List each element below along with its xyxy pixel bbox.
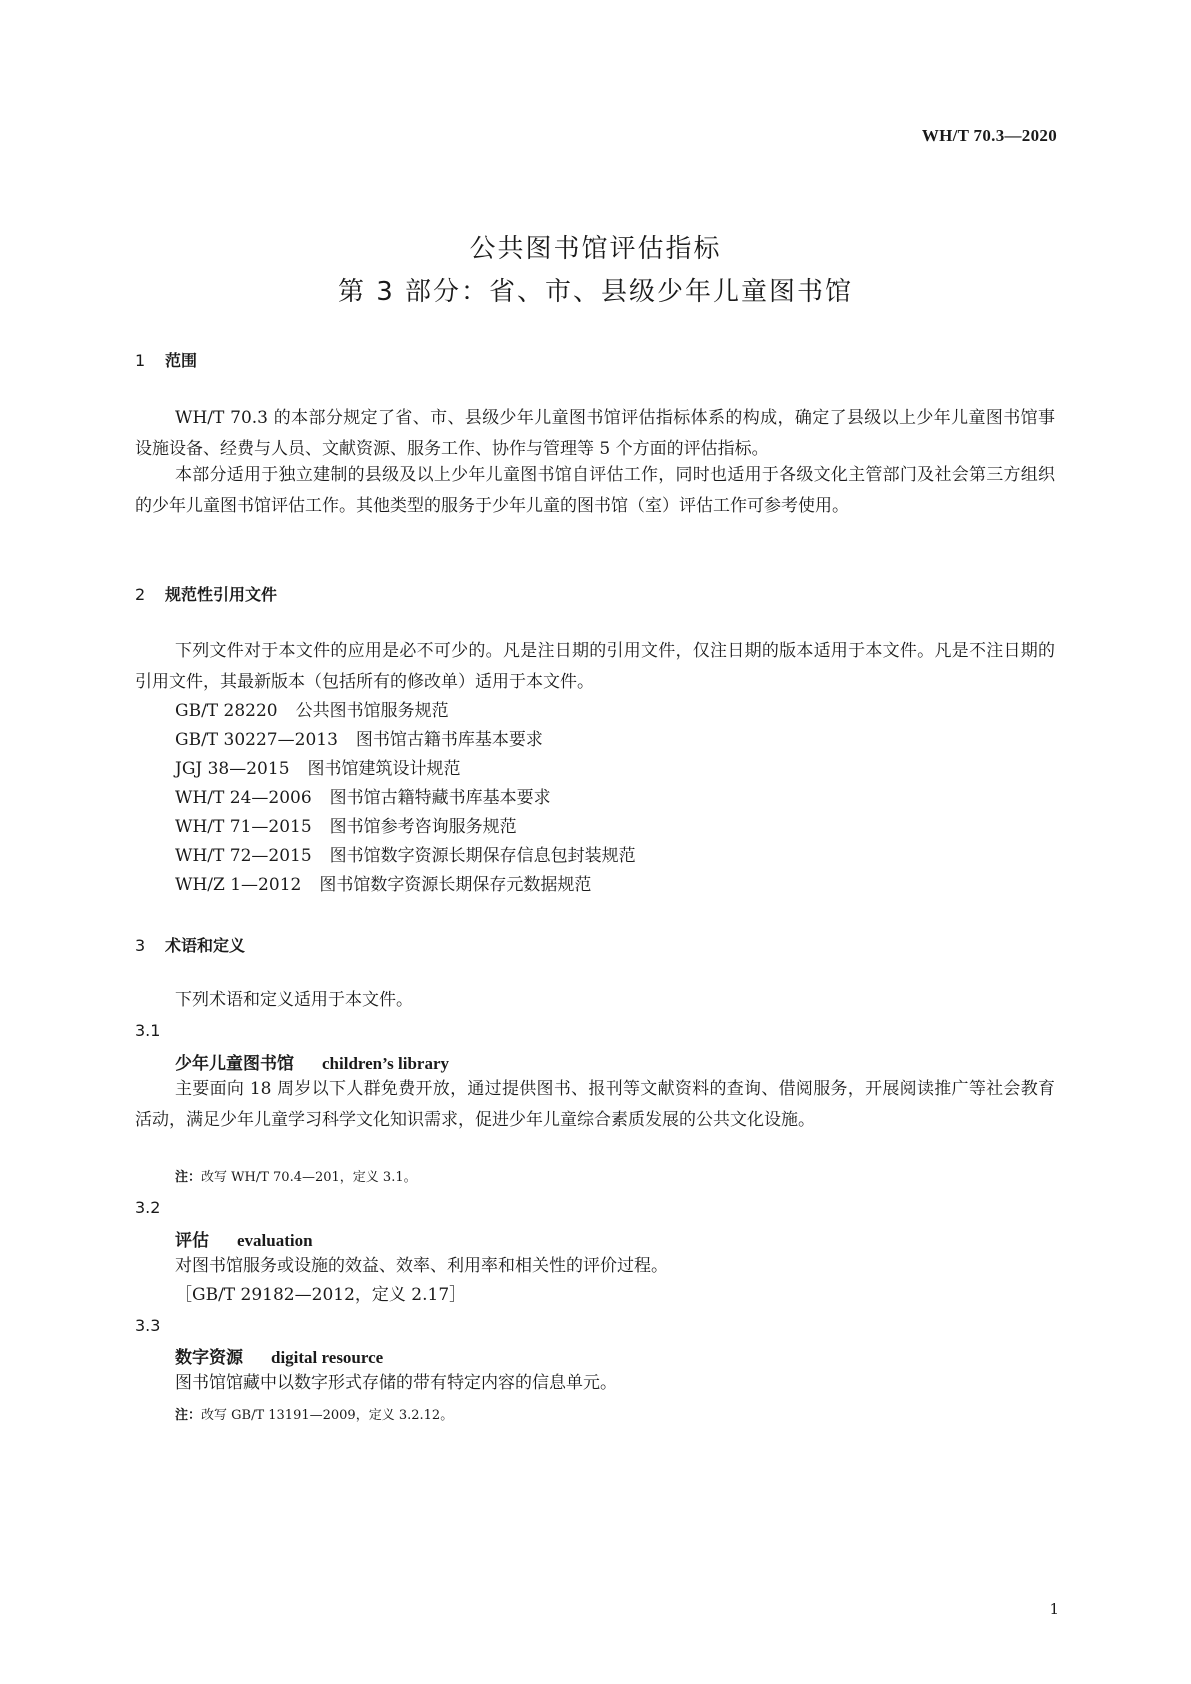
section-2-heading: [135, 582, 277, 605]
term-source: ［GB/T 29182—2012，定义 2.17］: [175, 1285, 467, 1305]
section-title: 规范性引用文件: [165, 585, 278, 604]
page-number: 1: [1049, 1600, 1059, 1618]
term-en: children’s library: [322, 1054, 450, 1073]
reference-code: WH/T 71—2015: [175, 817, 312, 837]
reference-item: [175, 816, 517, 838]
term-definition: 图书馆馆藏中以数字形式存储的带有特定内容的信息单元。: [175, 1373, 617, 1393]
reference-item: [175, 729, 543, 751]
section-title: 术语和定义: [165, 936, 246, 955]
term-en: digital resource: [271, 1348, 384, 1367]
reference-item: [175, 700, 449, 722]
term-heading: [175, 1049, 449, 1074]
reference-code: WH/Z 1—2012: [175, 875, 302, 895]
reference-title: 图书馆古籍特藏书库基本要求: [329, 788, 551, 808]
reference-title: 图书馆建筑设计规范: [307, 759, 461, 779]
note-text: 改写 GB/T 13191—2009，定义 3.2.12。: [201, 1408, 454, 1423]
term-definition: 主要面向 18 周岁以下人群免费开放，通过提供图书、报刊等文献资料的查询、借阅服务，开展阅读推广等社会教育活动，满足少年儿童学习科学文化知识需求，促进少年儿童综合素质发展的公共文化设施。: [135, 1079, 1055, 1130]
reference-code: JGJ 38—2015: [175, 759, 290, 779]
reference-title: 图书馆古籍书库基本要求: [355, 730, 543, 750]
term-definition: 对图书馆服务或设施的效益、效率、利用率和相关性的评价过程。: [175, 1256, 668, 1276]
reference-code: GB/T 30227—2013: [175, 730, 338, 750]
section-1-heading: [135, 348, 197, 371]
term-zh: 少年儿童图书馆: [175, 1054, 294, 1074]
section-number: 2: [135, 585, 146, 604]
reference-title: 图书馆数字资源长期保存元数据规范: [319, 875, 592, 895]
reference-item: [175, 787, 551, 809]
section-1-paragraph-2: 本部分适用于独立建制的县级及以上少年儿童图书馆自评估工作，同时也适用于各级文化主管部门及社会第三方组织的少年儿童图书馆评估工作。其他类型的服务于少年儿童的图书馆（室）评估工作可参考使用。: [135, 465, 1055, 516]
term-heading: [175, 1343, 383, 1368]
note-text: 改写 WH/T 70.4—201，定义 3.1。: [201, 1170, 417, 1185]
title-line-2: 第 3 部分：省、市、县级少年儿童图书馆: [337, 277, 854, 307]
note-label: 注：: [175, 1408, 202, 1423]
standard-code: WH/T 70.3—2020: [921, 126, 1057, 145]
term-number: 3.3: [135, 1316, 161, 1335]
title-line-1: 公共图书馆评估指标: [469, 234, 722, 264]
reference-code: GB/T 28220: [175, 701, 278, 721]
term-zh: 数字资源: [175, 1348, 243, 1368]
section-3-heading: [135, 933, 245, 956]
reference-title: 图书馆参考咨询服务规范: [329, 817, 517, 837]
reference-title: 图书馆数字资源长期保存信息包封装规范: [329, 846, 636, 866]
note-label: 注：: [175, 1170, 202, 1185]
section-number: 1: [135, 351, 146, 370]
reference-item: [175, 874, 591, 896]
section-number: 3: [135, 936, 146, 955]
term-number: 3.2: [135, 1198, 161, 1217]
reference-item: [175, 758, 461, 780]
term-note: [175, 1166, 417, 1185]
section-title: 范围: [165, 351, 198, 370]
term-number: 3.1: [135, 1021, 161, 1040]
term-heading: [175, 1226, 313, 1251]
reference-item: [175, 845, 636, 867]
reference-code: WH/T 72—2015: [175, 846, 312, 866]
term-en: evaluation: [237, 1231, 313, 1250]
section-2-paragraph: 下列文件对于本文件的应用是必不可少的。凡是注日期的引用文件，仅注日期的版本适用于本文件。凡是不注日期的引用文件，其最新版本（包括所有的修改单）适用于本文件。: [135, 641, 1055, 692]
term-zh: 评估: [175, 1231, 209, 1251]
section-1-paragraph-1: WH/T 70.3 的本部分规定了省、市、县级少年儿童图书馆评估指标体系的构成，确定了县级以上少年儿童图书馆事设施设备、经费与人员、文献资源、服务工作、协作与管理等 5 个方面的评估指标。: [135, 408, 1055, 459]
section-3-intro: 下列术语和定义适用于本文件。: [175, 990, 413, 1010]
term-note: [175, 1404, 453, 1423]
reference-title: 公共图书馆服务规范: [295, 701, 449, 721]
reference-code: WH/T 24—2006: [175, 788, 312, 808]
